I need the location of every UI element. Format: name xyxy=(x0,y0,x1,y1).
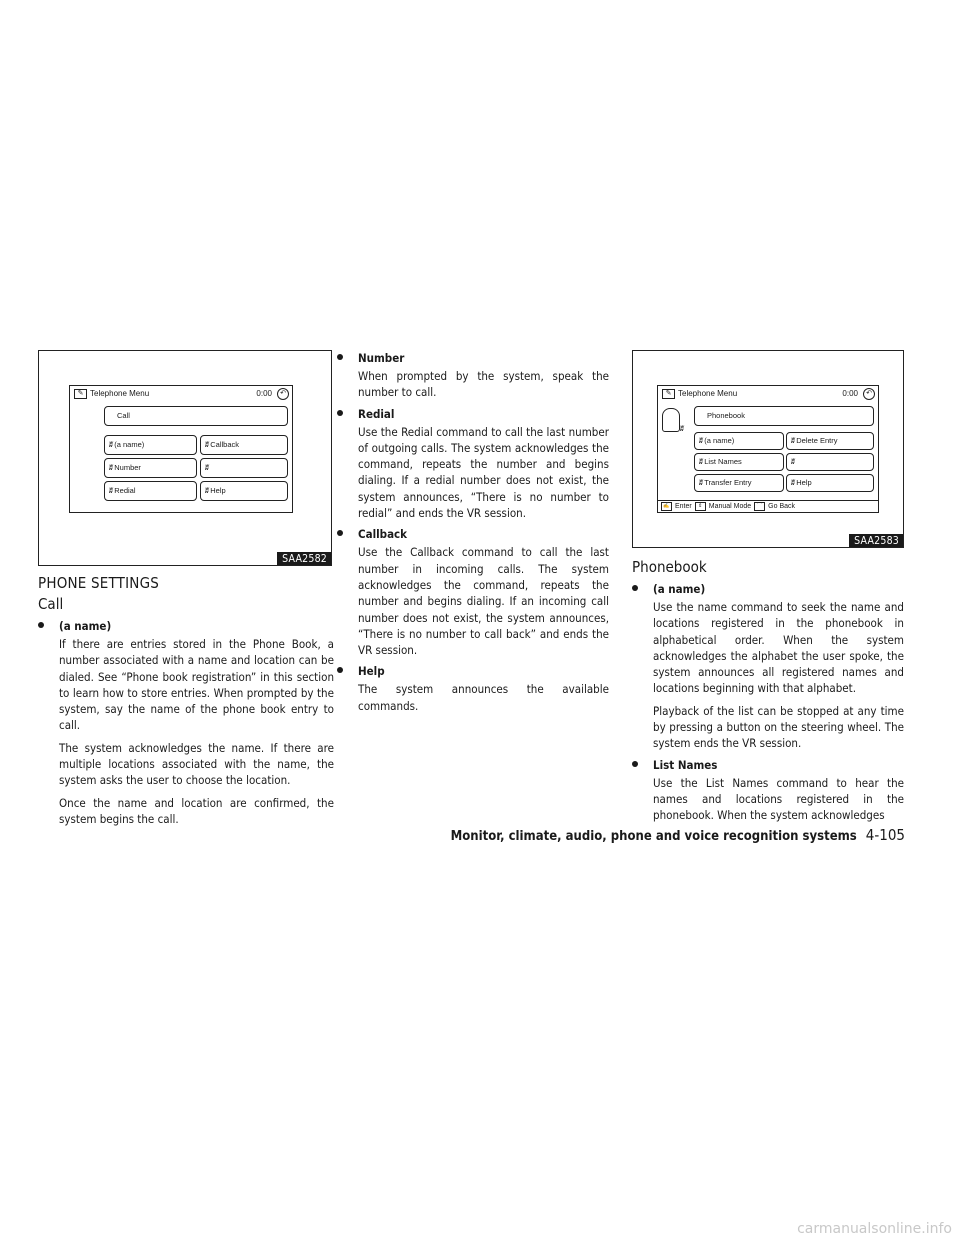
column-right xyxy=(632,350,904,830)
telephone-menu-screen xyxy=(657,385,879,513)
item-title-text: List Names xyxy=(653,757,718,772)
paragraph: The system acknowledges the name. If there are multiple locations associated with the name, the system asks the user to choose the location. xyxy=(59,740,334,788)
button-label: List Names xyxy=(704,457,742,467)
button-label: Delete Entry xyxy=(796,436,838,446)
button-label: Redial xyxy=(114,486,136,496)
voice-recognition-icon: ʬ xyxy=(699,437,703,445)
item-title-text: (a name) xyxy=(653,582,706,596)
item-callback xyxy=(337,527,609,541)
item-a-name xyxy=(38,619,334,633)
voice-recognition-icon: ʬ xyxy=(791,458,795,466)
voice-recognition-icon: ʬ xyxy=(699,458,703,466)
phone-icon: ✎ xyxy=(74,389,87,399)
button-label: (a name) xyxy=(114,440,145,450)
vr-button-help[interactable] xyxy=(786,474,874,492)
item-title-text: Number xyxy=(358,351,405,365)
manual-mode-label: Manual Mode xyxy=(708,503,752,510)
vr-button-delete-entry[interactable] xyxy=(786,432,874,450)
paragraph: When prompted by the system, speak the number to call. xyxy=(358,369,609,400)
item-title-text: Help xyxy=(358,664,385,679)
column-middle xyxy=(337,351,609,720)
vr-button-a-name[interactable] xyxy=(104,435,197,455)
button-label: (a name) xyxy=(704,436,735,446)
bullet-icon xyxy=(632,585,638,591)
vr-button-a-name[interactable] xyxy=(694,432,784,450)
voice-recognition-icon: ʬ xyxy=(205,487,209,495)
item-title-text: Callback xyxy=(358,527,408,542)
bullet-icon xyxy=(337,530,343,536)
voice-recognition-icon: ʬ xyxy=(680,426,684,433)
button-label: Number xyxy=(114,463,141,473)
bullet-icon xyxy=(337,354,343,360)
back-icon[interactable]: ↶ xyxy=(277,388,289,400)
vr-button-empty[interactable] xyxy=(200,458,288,478)
header-button-label: Call xyxy=(117,411,130,421)
screen-bottom-bar xyxy=(658,500,878,512)
button-label: Help xyxy=(796,478,812,488)
vr-button-help[interactable] xyxy=(200,481,288,501)
watermark: carmanualsonline.info xyxy=(797,1221,952,1237)
footer-title: Monitor, climate, audio, phone and voice recognition systems xyxy=(450,829,857,844)
section-title: PHONE SETTINGS xyxy=(38,574,160,592)
vr-button-list-names[interactable] xyxy=(694,453,784,471)
figure-code: SAA2582 xyxy=(277,552,331,565)
button-label: Transfer Entry xyxy=(704,478,752,488)
item-title-text: (a name) xyxy=(59,619,112,633)
telephone-menu-screen xyxy=(69,385,293,513)
paragraph: Once the name and location are confirmed, the system begins the call. xyxy=(59,795,334,826)
screen-title: Telephone Menu xyxy=(678,389,738,398)
item-number xyxy=(337,351,609,365)
speaker-head-icon xyxy=(662,408,680,432)
vr-button-number[interactable] xyxy=(104,458,197,478)
voice-recognition-icon: ʬ xyxy=(699,479,703,487)
paragraph: Use the List Names command to hear the names and locations registered in the phonebook. When the system acknowledges xyxy=(653,775,904,823)
vr-button-transfer-entry[interactable] xyxy=(694,474,784,492)
voice-recognition-icon: ʬ xyxy=(205,441,209,449)
voice-recognition-icon: ʬ xyxy=(109,487,113,495)
voice-recognition-icon: ʬ xyxy=(791,479,795,487)
screen-title-bar xyxy=(70,386,292,400)
manual-mode-icon: ⇕ xyxy=(695,502,706,511)
item-help xyxy=(337,664,609,678)
figure-code: SAA2583 xyxy=(849,534,903,547)
figure-phonebook-menu xyxy=(632,350,904,548)
item-redial xyxy=(337,407,609,421)
phone-icon: ✎ xyxy=(662,389,675,399)
paragraph: Playback of the list can be stopped at any time by pressing a button on the steering wheel. The system ends the VR session. xyxy=(653,703,904,751)
paragraph: Use the name command to seek the name and locations registered in the phonebook in alphabetical order. When the system acknowledges the alphabet the user spoke, the system announces all registered names and locations beginning with that alphabet. xyxy=(653,600,904,696)
screen-time: 0:00 xyxy=(842,389,858,398)
voice-recognition-icon: ʬ xyxy=(791,437,795,445)
header-button-label: Phonebook xyxy=(707,411,745,421)
item-title-text: Redial xyxy=(358,406,395,421)
page-number: 4-105 xyxy=(865,826,905,844)
paragraph: The system announces the available commands. xyxy=(358,682,609,713)
enter-label: Enter xyxy=(675,503,692,510)
vr-button-callback[interactable] xyxy=(200,435,288,455)
item-list-names xyxy=(632,758,904,772)
call-header-button[interactable] xyxy=(104,406,288,426)
paragraph: Use the Callback command to call the last number in incoming calls. The system acknowledges the command, repeats the number and begins dialing. If an incoming call number does not exist, the system announces, “There is no number to call back” and ends the VR session. xyxy=(358,545,609,658)
phonebook-header-button[interactable] xyxy=(694,406,874,426)
screen-title: Telephone Menu xyxy=(90,389,150,398)
subsection-call: Call xyxy=(38,595,64,613)
bullet-icon xyxy=(337,410,343,416)
screen-title-bar xyxy=(658,386,878,400)
button-label: Help xyxy=(210,486,226,496)
figure-call-menu xyxy=(38,350,332,566)
button-label: Callback xyxy=(210,440,240,450)
bullet-icon xyxy=(337,667,343,673)
column-left xyxy=(38,350,334,833)
paragraph: Use the Redial command to call the last number of outgoing calls. The system acknowledges the command, repeats the number and begins dialing. If a redial number does not exist, the system announces, “There is no number to redial” and ends the VR session. xyxy=(358,424,609,521)
go-back-icon: ⌒ xyxy=(754,502,765,511)
screen-time: 0:00 xyxy=(256,389,272,398)
voice-recognition-icon: ʬ xyxy=(109,464,113,472)
go-back-label: Go Back xyxy=(768,503,796,510)
vr-button-empty[interactable] xyxy=(786,453,874,471)
back-icon[interactable]: ↶ xyxy=(863,388,875,400)
bullet-icon xyxy=(38,622,44,628)
bullet-icon xyxy=(632,761,638,767)
page-footer xyxy=(450,825,905,844)
paragraph: If there are entries stored in the Phone Book, a number associated with a name and location can be dialed. See “Phone book registration” in this section to learn how to store entries. When prompted by the system, say the name of the phone book entry to call. xyxy=(59,637,334,733)
voice-recognition-icon: ʬ xyxy=(109,441,113,449)
item-a-name xyxy=(632,582,904,596)
voice-recognition-icon: ʬ xyxy=(205,464,209,472)
subsection-phonebook: Phonebook xyxy=(632,558,707,576)
enter-icon: ✍ xyxy=(661,502,672,511)
vr-button-redial[interactable] xyxy=(104,481,197,501)
